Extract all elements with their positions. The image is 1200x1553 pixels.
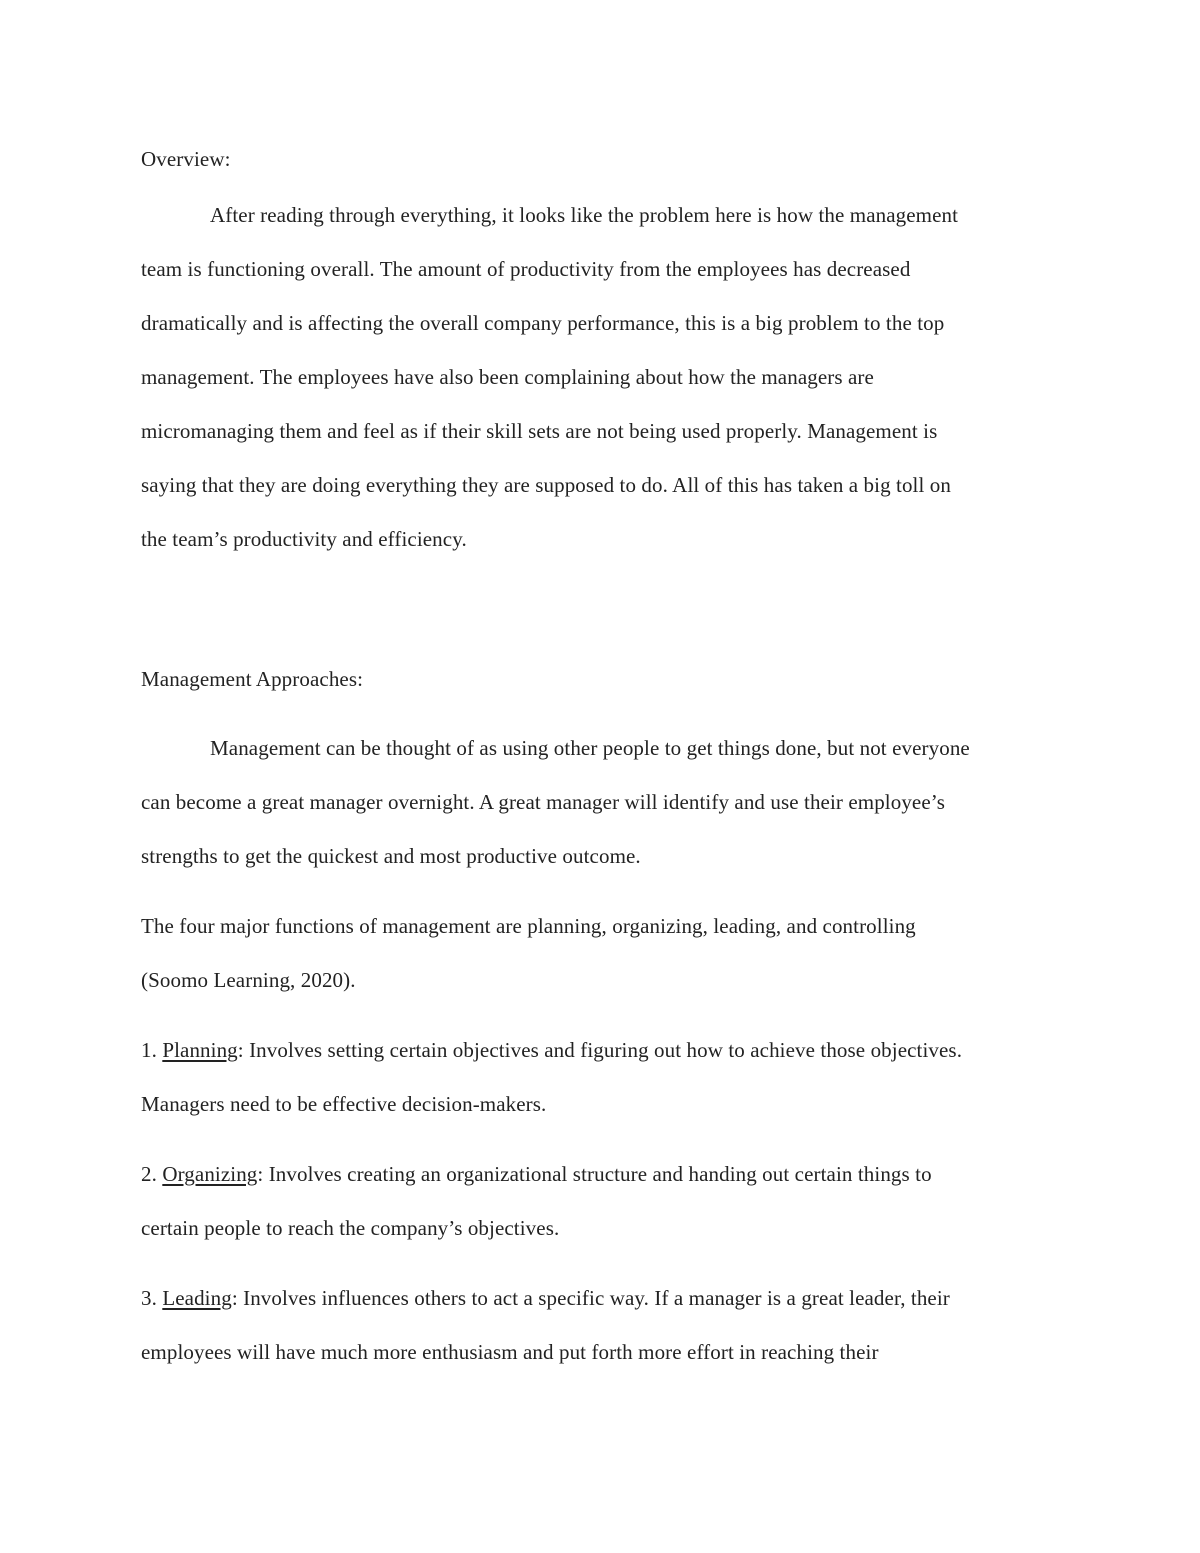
- approaches-intro-line: Management can be thought of as using other people to get things done, but not everyone: [210, 736, 970, 760]
- functions-paragraph-line: (Soomo Learning, 2020).: [141, 968, 356, 992]
- overview-heading: Overview:: [141, 147, 231, 171]
- list-item-leading: [141, 1285, 950, 1311]
- list-item-term: Organizing: [162, 1162, 258, 1186]
- approaches-intro-line: can become a great manager overnight. A great manager will identify and use their employee’s: [141, 790, 945, 814]
- list-item-term: Leading: [162, 1286, 232, 1310]
- list-item-continuation: certain people to reach the company’s objectives.: [141, 1216, 560, 1240]
- overview-paragraph-line: management. The employees have also been complaining about how the managers are: [141, 365, 874, 389]
- list-item-number: 2.: [141, 1162, 163, 1186]
- list-item-number: 3.: [141, 1286, 163, 1310]
- list-item-organizing: [141, 1161, 932, 1187]
- list-item-continuation: Managers need to be effective decision-makers.: [141, 1092, 547, 1116]
- overview-paragraph-line: the team’s productivity and efficiency.: [141, 527, 467, 551]
- overview-paragraph-line: After reading through everything, it looks like the problem here is how the management: [210, 203, 959, 227]
- list-item-description: : Involves setting certain objectives and figuring out how to achieve those objectives.: [237, 1038, 963, 1062]
- list-item-term: Planning: [162, 1038, 238, 1062]
- list-item-description: : Involves creating an organizational structure and handing out certain things to: [257, 1162, 932, 1186]
- approaches-heading: Management Approaches:: [141, 667, 364, 691]
- list-item-planning: [141, 1037, 962, 1063]
- list-item-number: 1.: [141, 1038, 163, 1062]
- overview-paragraph-line: team is functioning overall. The amount of productivity from the employees has decreased: [141, 257, 911, 281]
- overview-paragraph-line: dramatically and is affecting the overall company performance, this is a big problem to the top: [141, 311, 945, 335]
- list-item-description: : Involves influences others to act a specific way. If a manager is a great leader, their: [231, 1286, 950, 1310]
- overview-paragraph-line: saying that they are doing everything they are supposed to do. All of this has taken a big toll on: [141, 473, 951, 497]
- functions-paragraph-line: The four major functions of management are planning, organizing, leading, and controlling: [141, 914, 916, 938]
- list-item-continuation: employees will have much more enthusiasm and put forth more effort in reaching their: [141, 1340, 879, 1364]
- overview-paragraph-line: micromanaging them and feel as if their skill sets are not being used properly. Management is: [141, 419, 938, 443]
- approaches-intro-line: strengths to get the quickest and most productive outcome.: [141, 844, 641, 868]
